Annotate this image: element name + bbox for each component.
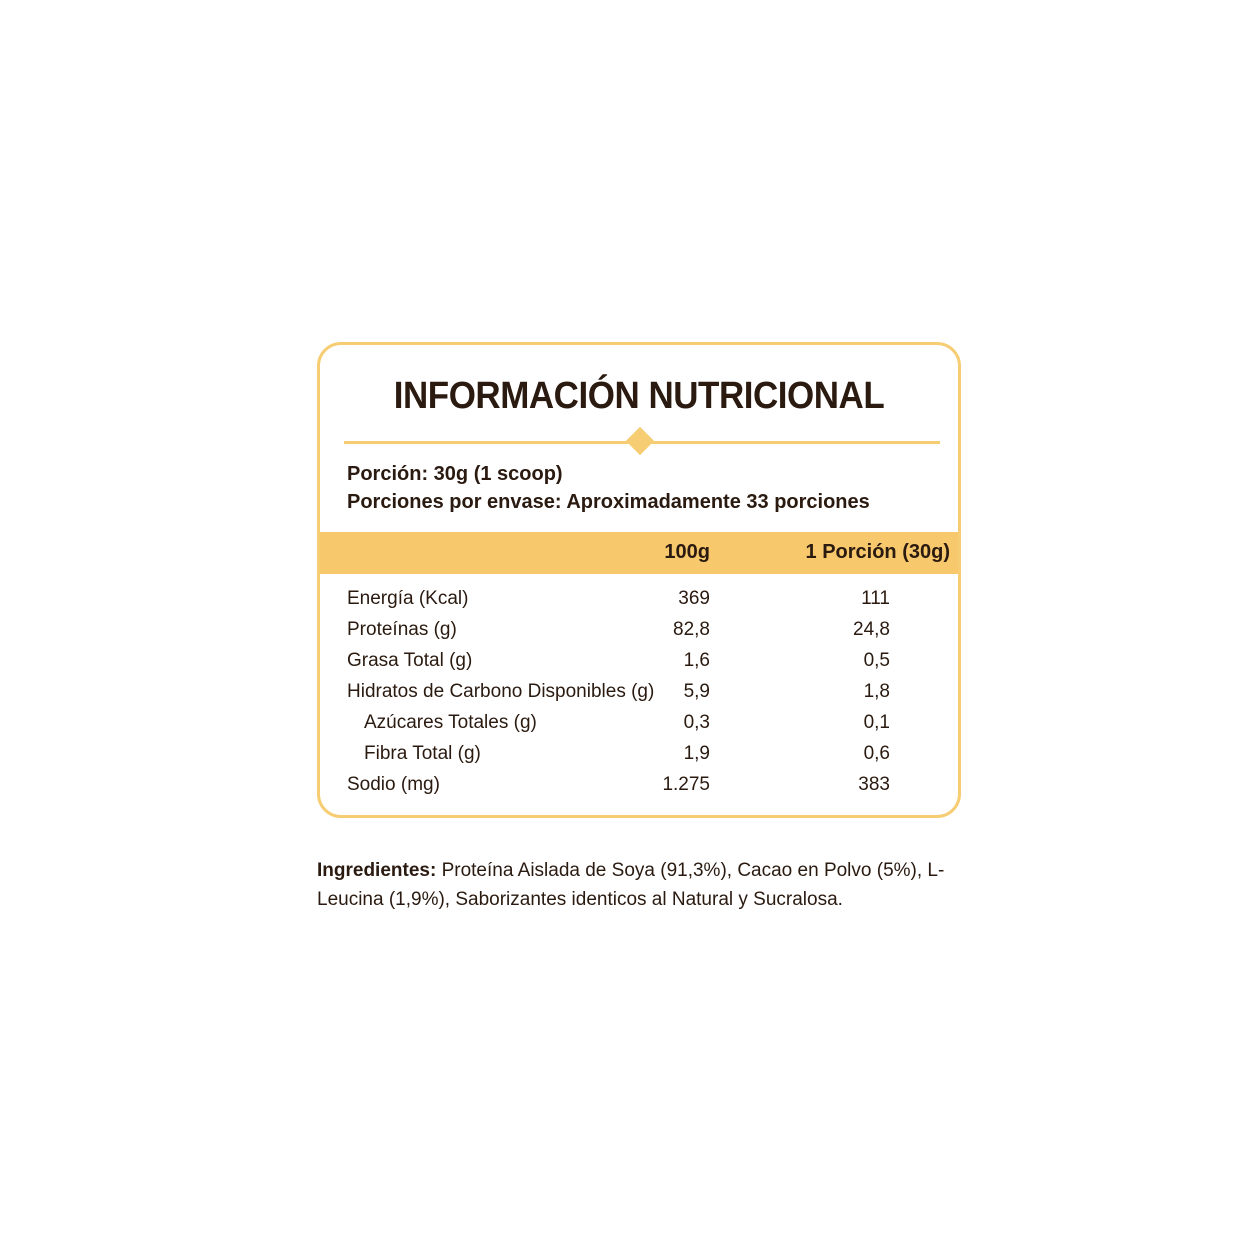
value-per-serving: 383: [858, 774, 890, 795]
nutrient-name: Hidratos de Carbono Disponibles (g): [347, 681, 655, 702]
nutrient-name: Energía (Kcal): [347, 588, 469, 609]
nutrient-rows: [320, 585, 958, 802]
value-per-serving: 24,8: [853, 619, 890, 640]
serving-info: [347, 460, 870, 516]
value-per-100g: 1.275: [662, 774, 710, 795]
value-per-serving: 0,1: [863, 712, 890, 733]
column-header-serving: 1 Porción (30g): [805, 541, 950, 563]
diamond-ornament-icon: [626, 427, 654, 455]
value-per-100g: 369: [678, 588, 710, 609]
servings-per-container: Porciones por envase: Aproximadamente 33 porciones: [347, 491, 870, 513]
table-row: [320, 585, 958, 616]
nutrient-name: Sodio (mg): [347, 774, 440, 795]
table-row: [320, 616, 958, 647]
value-per-100g: 82,8: [673, 619, 710, 640]
value-per-100g: 1,6: [683, 650, 710, 671]
table-row: [320, 709, 958, 740]
ingredients-text: [317, 856, 967, 914]
value-per-serving: 1,8: [863, 681, 890, 702]
table-row: [320, 647, 958, 678]
table-row: [320, 771, 958, 802]
nutrient-name: Proteínas (g): [347, 619, 457, 640]
label-title: INFORMACIÓN NUTRICIONAL: [393, 375, 885, 417]
column-header-100g: 100g: [664, 541, 710, 563]
nutrition-label: [317, 342, 961, 818]
value-per-100g: 1,9: [683, 743, 710, 764]
nutrient-name: Azúcares Totales (g): [364, 712, 537, 733]
value-per-serving: 111: [861, 588, 890, 609]
value-per-100g: 5,9: [683, 681, 710, 702]
value-per-serving: 0,5: [863, 650, 890, 671]
ingredients-label: Ingredientes:: [317, 860, 437, 881]
table-row: [320, 740, 958, 771]
value-per-100g: 0,3: [683, 712, 710, 733]
nutrient-name: Fibra Total (g): [364, 743, 481, 764]
table-row: [320, 678, 958, 709]
nutrient-name: Grasa Total (g): [347, 650, 473, 671]
serving-size: Porción: 30g (1 scoop): [347, 463, 563, 485]
ingredients-list: Proteína Aislada de Soya (91,3%), Cacao en Polvo (5%), L-Leucina (1,9%), Saborizantes identicos al Natural y Sucralosa.: [317, 860, 945, 910]
value-per-serving: 0,6: [863, 743, 890, 764]
